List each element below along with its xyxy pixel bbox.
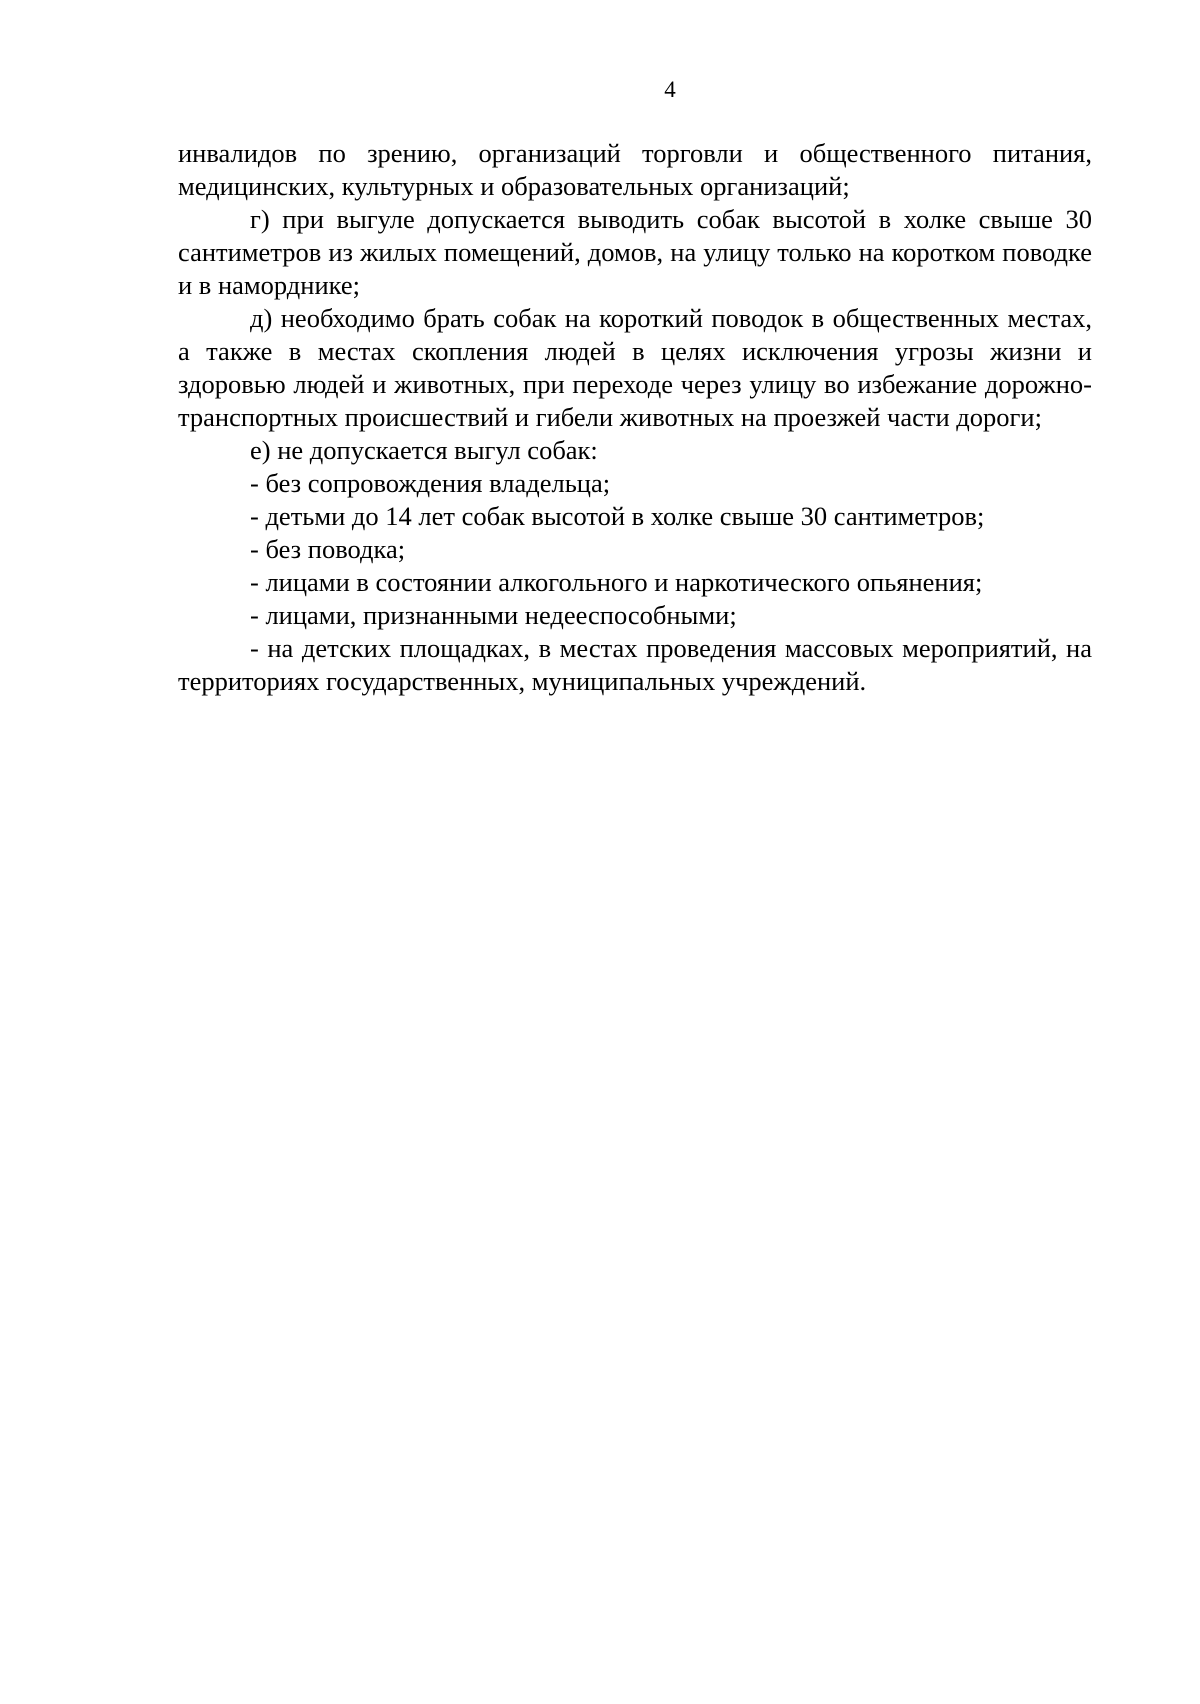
paragraph-continuation: инвалидов по зрению, организаций торговли и общественного питания, медицинских, культурных и образовательных организаций; bbox=[178, 138, 1092, 201]
paragraph-item-g: г) при выгуле допускается выводить собак высотой в холке свыше 30 сантиметров из жилых помещений, домов, на улицу только на коротком поводке и в наморднике; bbox=[178, 204, 1092, 300]
paragraph-item-d: д) необходимо брать собак на короткий поводок в общественных местах, а также в местах скопления людей в целях исключения угрозы жизни и здоровью людей и животных, при переходе через улицу во избежание дорожно-транспортных происшествий и гибели животных на проезжей части дороги; bbox=[178, 303, 1092, 432]
list-item-intoxicated: - лицами в состоянии алкогольного и наркотического опьянения; bbox=[250, 567, 983, 597]
document-body bbox=[178, 137, 1092, 698]
paragraph-item-e: е) не допускается выгул собак: bbox=[250, 435, 598, 465]
list-item-incapacitated: - лицами, признанными недееспособными; bbox=[250, 600, 737, 630]
list-item-public-places: - на детских площадках, в местах проведения массовых мероприятий, на территориях государственных, муниципальных учреждений. bbox=[178, 633, 1092, 696]
list-item-no-owner: - без сопровождения владельца; bbox=[250, 468, 611, 498]
page-number: 4 bbox=[664, 77, 676, 102]
list-item-children: - детьми до 14 лет собак высотой в холке свыше 30 сантиметров; bbox=[250, 501, 985, 531]
list-item-no-leash: - без поводка; bbox=[250, 534, 406, 564]
